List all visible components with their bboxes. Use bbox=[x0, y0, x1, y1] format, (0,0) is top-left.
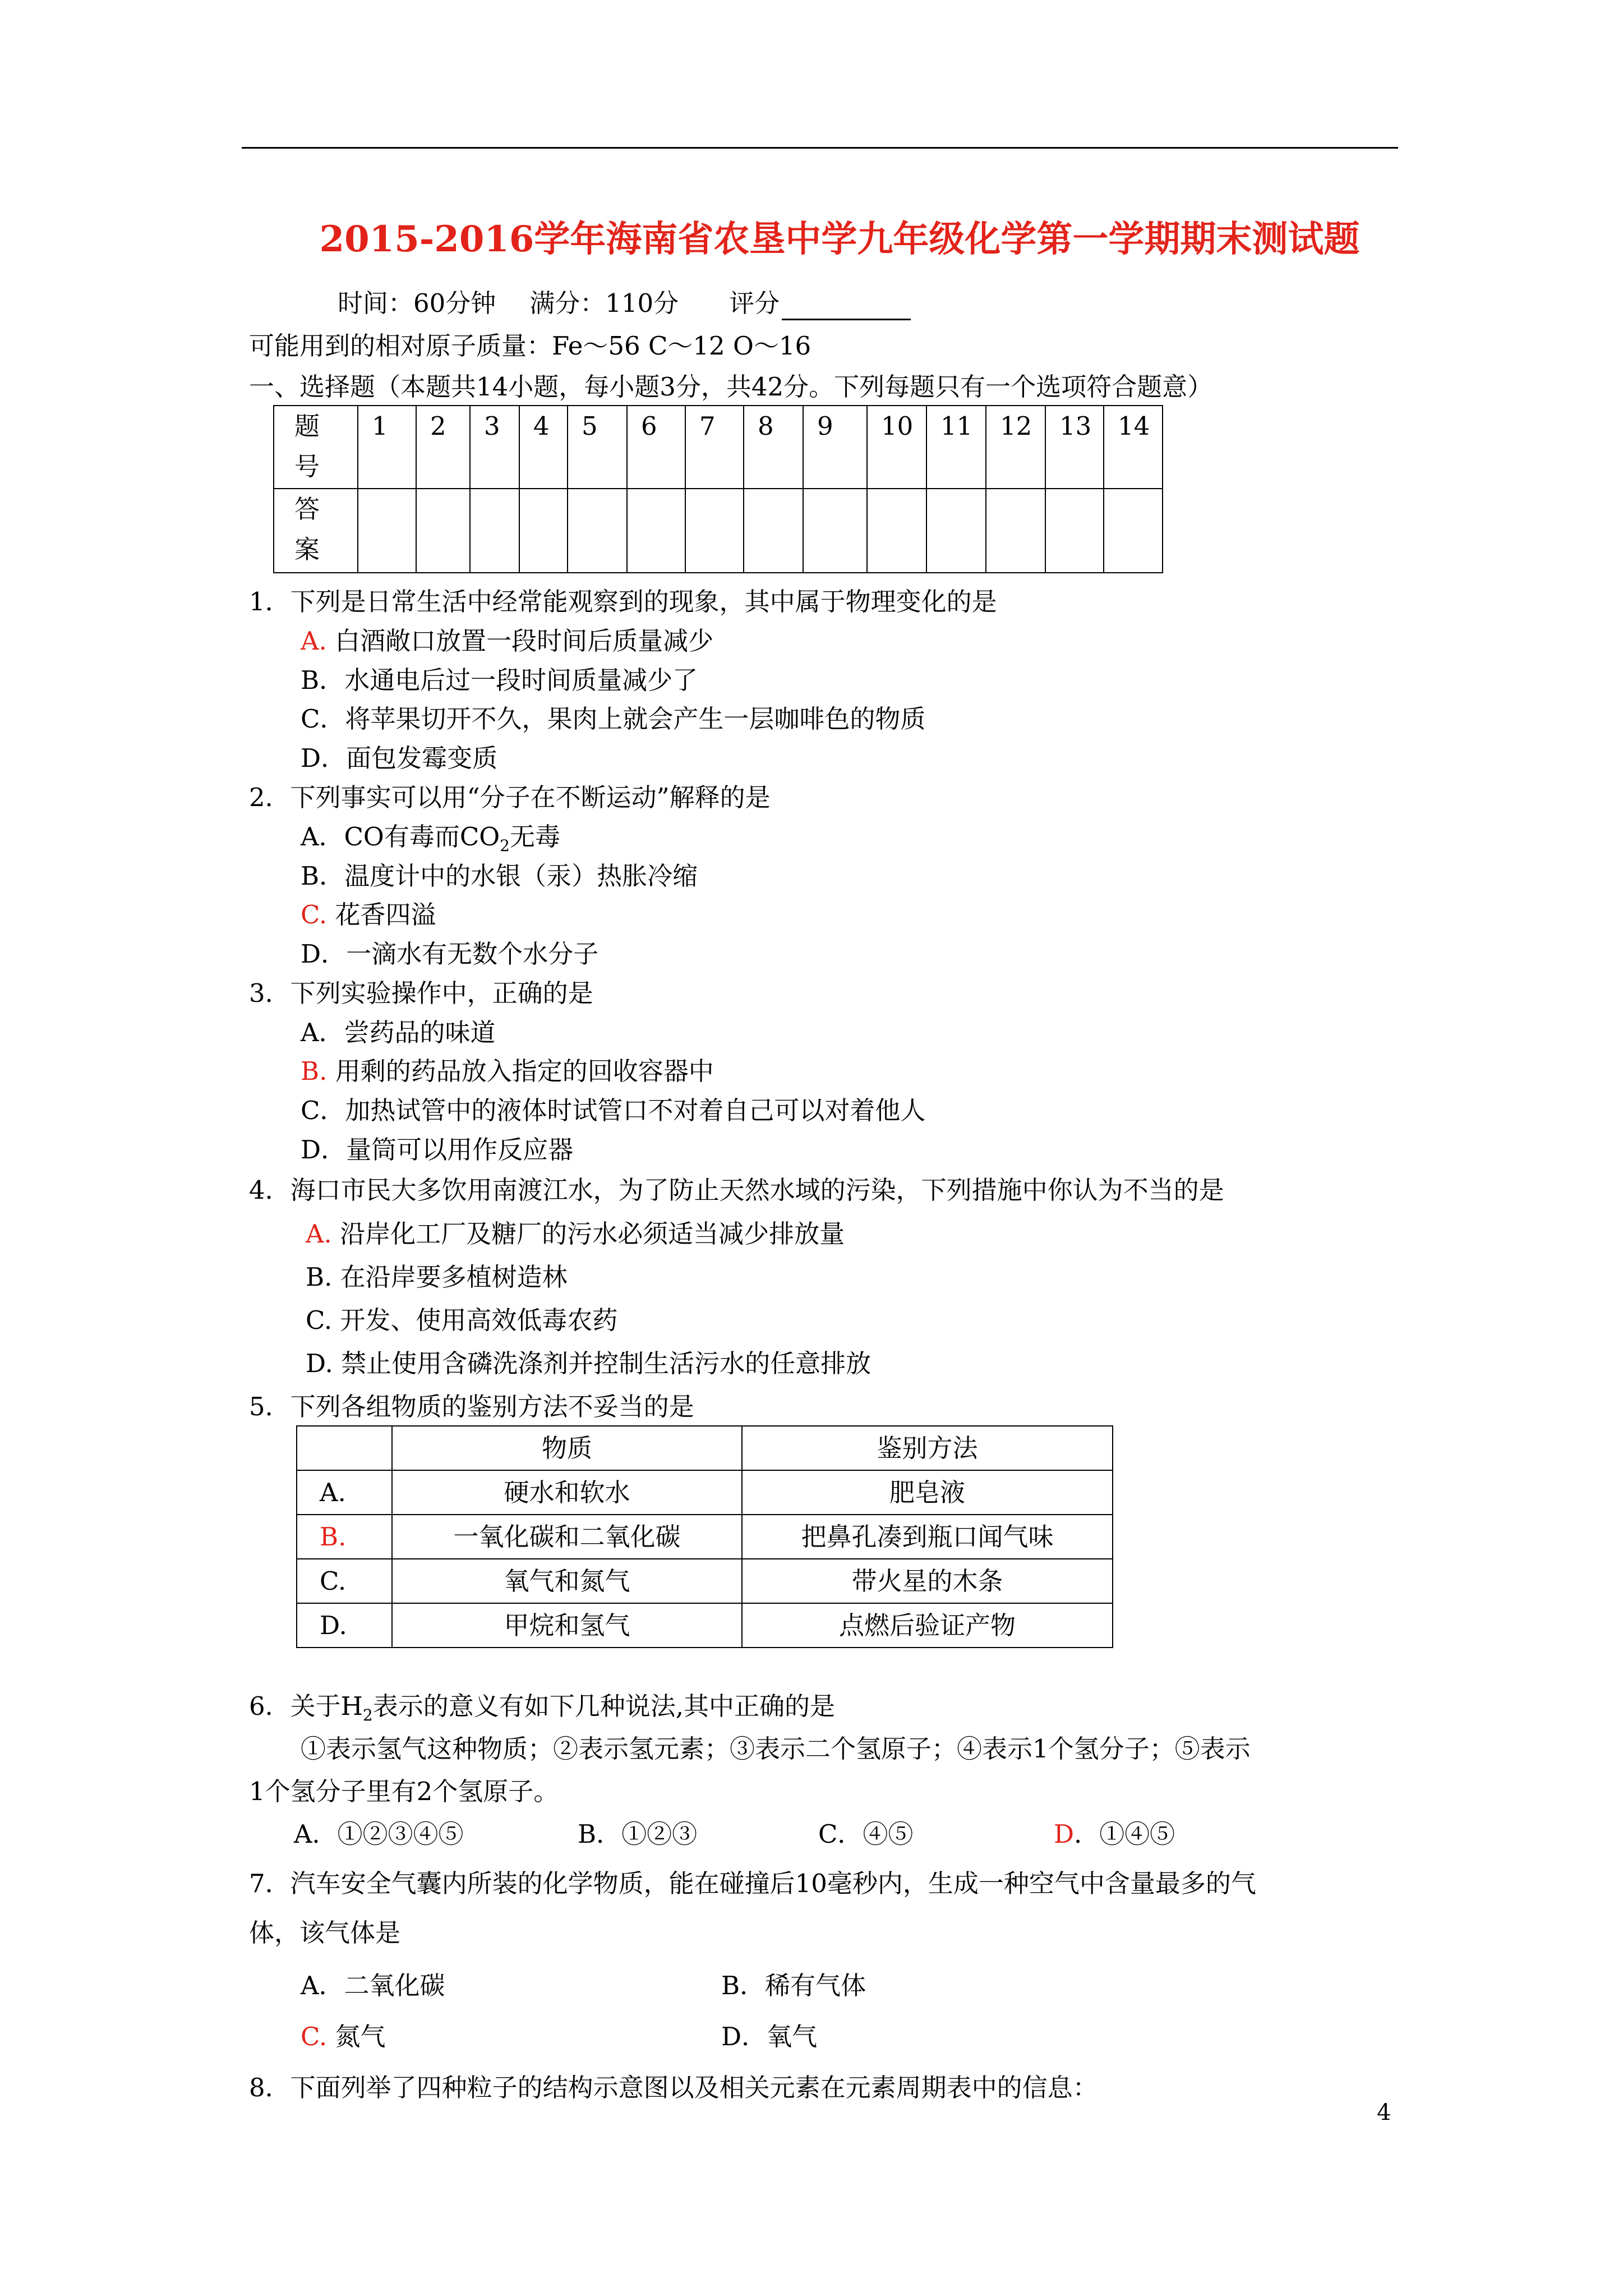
table-row bbox=[297, 1515, 1113, 1559]
header-rule bbox=[242, 147, 1398, 149]
option-label: D bbox=[1054, 1819, 1075, 1849]
page-number: 4 bbox=[1377, 2100, 1391, 2125]
question-3-option-c: C．加热试管中的液体时试管口不对着自己可以对着他人 bbox=[301, 1096, 926, 1125]
answer-table-number: 1 bbox=[358, 406, 416, 489]
answer-table-number: 14 bbox=[1104, 406, 1163, 489]
answer-cell bbox=[926, 489, 986, 573]
full-score: 满分：110分 bbox=[529, 288, 679, 318]
question-6-option-d: D．①④⑤ bbox=[1054, 1819, 1175, 1849]
option-label: C. bbox=[301, 2022, 328, 2051]
score-blank bbox=[782, 293, 911, 320]
question-6-statements-cont: 1个氢分子里有2个氢原子。 bbox=[249, 1777, 559, 1806]
answer-table-number: 6 bbox=[627, 406, 685, 489]
answer-cell bbox=[986, 489, 1045, 573]
question-1-option-d: D．面包发霉变质 bbox=[301, 743, 498, 773]
answer-cell bbox=[627, 489, 685, 573]
method-cell: 肥皂液 bbox=[742, 1470, 1113, 1515]
question-4-stem: 4．海口市民大多饮用南渡江水，为了防止天然水域的污染，下列措施中你认为不当的是 bbox=[249, 1175, 1224, 1205]
table-header-cell: 鉴别方法 bbox=[742, 1426, 1113, 1470]
substance-cell: 硬水和软水 bbox=[392, 1470, 742, 1515]
method-cell: 点燃后验证产物 bbox=[742, 1603, 1113, 1648]
exam-meta bbox=[338, 287, 911, 320]
substance-cell: 氧气和氮气 bbox=[392, 1559, 742, 1603]
question-3-option-a: A．尝药品的味道 bbox=[301, 1018, 496, 1047]
row-label: B. bbox=[297, 1515, 392, 1559]
question-4-option-c: C. 开发、使用高效低毒农药 bbox=[306, 1305, 618, 1335]
question-5-stem: 5．下列各组物质的鉴别方法不妥当的是 bbox=[249, 1392, 694, 1421]
option-label: B. bbox=[301, 1056, 328, 1086]
question-3-option-d: D．量筒可以用作反应器 bbox=[301, 1135, 574, 1165]
page-title: 2015-2016学年海南省农垦中学九年级化学第一学期期末测试题 bbox=[319, 218, 1360, 260]
answer-cell bbox=[867, 489, 926, 573]
answer-cell bbox=[358, 489, 416, 573]
question-7-option-b: B．稀有气体 bbox=[721, 1971, 866, 2000]
answer-cell bbox=[416, 489, 470, 573]
atomic-mass-note: 可能用到的相对原子质量：Fe～56 C～12 O～16 bbox=[249, 331, 811, 361]
question-4-option-b: B. 在沿岸要多植树造林 bbox=[306, 1262, 568, 1292]
answer-cell bbox=[519, 489, 568, 573]
question-1-option-a: A. 白酒敞口放置一段时间后质量减少 bbox=[301, 626, 714, 656]
section-heading: 一、选择题（本题共14小题，每小题3分，共42分。下列每题只有一个选项符合题意） bbox=[249, 372, 1213, 402]
score-label: 评分 bbox=[729, 288, 780, 318]
table-row bbox=[297, 1603, 1113, 1648]
question-2-option-a: A．CO有毒而$CO_2$无毒 bbox=[301, 822, 560, 855]
row-label: D. bbox=[297, 1603, 392, 1648]
question-4-option-a: A. 沿岸化工厂及糖厂的污水必须适当减少排放量 bbox=[306, 1219, 845, 1249]
answer-cell bbox=[470, 489, 519, 573]
answer-table-number: 3 bbox=[470, 406, 519, 489]
row-label: C. bbox=[297, 1559, 392, 1603]
substance-cell: 一氧化碳和二氧化碳 bbox=[392, 1515, 742, 1559]
answer-table-header-answer: 答 案 bbox=[274, 489, 358, 573]
answer-table bbox=[273, 405, 1163, 573]
question-6-option-c: C．④⑤ bbox=[818, 1819, 914, 1849]
option-label: C. bbox=[301, 900, 328, 930]
question-8-stem: 8．下面列举了四种粒子的结构示意图以及相关元素在元素周期表中的信息： bbox=[249, 2073, 1098, 2102]
question-2-stem: 2．下列事实可以用“分子在不断运动”解释的是 bbox=[249, 783, 771, 812]
question-2-option-b: B．温度计中的水银（汞）热胀冷缩 bbox=[301, 861, 698, 891]
answer-table-number: 4 bbox=[519, 406, 568, 489]
identification-table bbox=[296, 1425, 1113, 1648]
answer-cell bbox=[685, 489, 744, 573]
question-3-stem: 3．下列实验操作中，正确的是 bbox=[249, 978, 593, 1008]
question-3-option-b: B. 用剩的药品放入指定的回收容器中 bbox=[301, 1056, 714, 1086]
question-6-statements: ①表示氢气这种物质；②表示氢元素；③表示二个氢原子；④表示1个氢分子；⑤表示 bbox=[301, 1734, 1251, 1764]
answer-table-number: 10 bbox=[867, 406, 926, 489]
method-cell: 把鼻孔凑到瓶口闻气味 bbox=[742, 1515, 1113, 1559]
question-2-option-c: C. 花香四溢 bbox=[301, 900, 436, 930]
row-label: A. bbox=[297, 1470, 392, 1515]
method-cell: 带火星的木条 bbox=[742, 1559, 1113, 1603]
option-label: A. bbox=[306, 1219, 332, 1249]
question-7-stem-cont: 体，该气体是 bbox=[249, 1918, 401, 1948]
question-7-option-d: D．氧气 bbox=[721, 2022, 818, 2051]
answer-table-number: 8 bbox=[744, 406, 803, 489]
table-header-cell: 物质 bbox=[392, 1426, 742, 1470]
question-7-option-c: C. 氮气 bbox=[301, 2022, 386, 2051]
question-6-option-b: B．①②③ bbox=[578, 1819, 698, 1849]
answer-table-number: 13 bbox=[1045, 406, 1104, 489]
question-7-stem: 7．汽车安全气囊内所装的化学物质，能在碰撞后10毫秒内，生成一种空气中含量最多的气 bbox=[249, 1869, 1256, 1898]
question-6-option-a: A．①②③④⑤ bbox=[294, 1819, 464, 1849]
question-2-option-d: D．一滴水有无数个水分子 bbox=[301, 939, 599, 969]
answer-table-header-number: 题 号 bbox=[274, 406, 358, 489]
answer-table-number: 2 bbox=[416, 406, 470, 489]
question-1-option-b: B．水通电后过一段时间质量减少了 bbox=[301, 665, 698, 695]
answer-cell bbox=[1104, 489, 1163, 573]
answer-cell bbox=[568, 489, 627, 573]
question-4-option-d: D. 禁止使用含磷洗涤剂并控制生活污水的任意排放 bbox=[306, 1349, 872, 1378]
option-label: A. bbox=[301, 626, 327, 656]
answer-cell bbox=[803, 489, 867, 573]
answer-cell bbox=[1045, 489, 1104, 573]
question-1-option-c: C．将苹果切开不久，果肉上就会产生一层咖啡色的物质 bbox=[301, 704, 926, 734]
table-header-cell bbox=[297, 1426, 392, 1470]
question-7-option-a: A．二氧化碳 bbox=[301, 1971, 445, 2000]
answer-table-number: 9 bbox=[803, 406, 867, 489]
answer-table-number: 5 bbox=[568, 406, 627, 489]
answer-table-number: 11 bbox=[926, 406, 986, 489]
table-row bbox=[297, 1559, 1113, 1603]
question-6-stem: 6．关于$H_2$表示的意义有如下几种说法,其中正确的是 bbox=[249, 1691, 836, 1724]
table-row bbox=[297, 1470, 1113, 1515]
answer-cell bbox=[744, 489, 803, 573]
substance-cell: 甲烷和氢气 bbox=[392, 1603, 742, 1648]
answer-table-number: 12 bbox=[986, 406, 1045, 489]
answer-table-number: 7 bbox=[685, 406, 744, 489]
question-1-stem: 1．下列是日常生活中经常能观察到的现象，其中属于物理变化的是 bbox=[249, 587, 997, 616]
time-limit: 时间：60分钟 bbox=[338, 288, 496, 318]
